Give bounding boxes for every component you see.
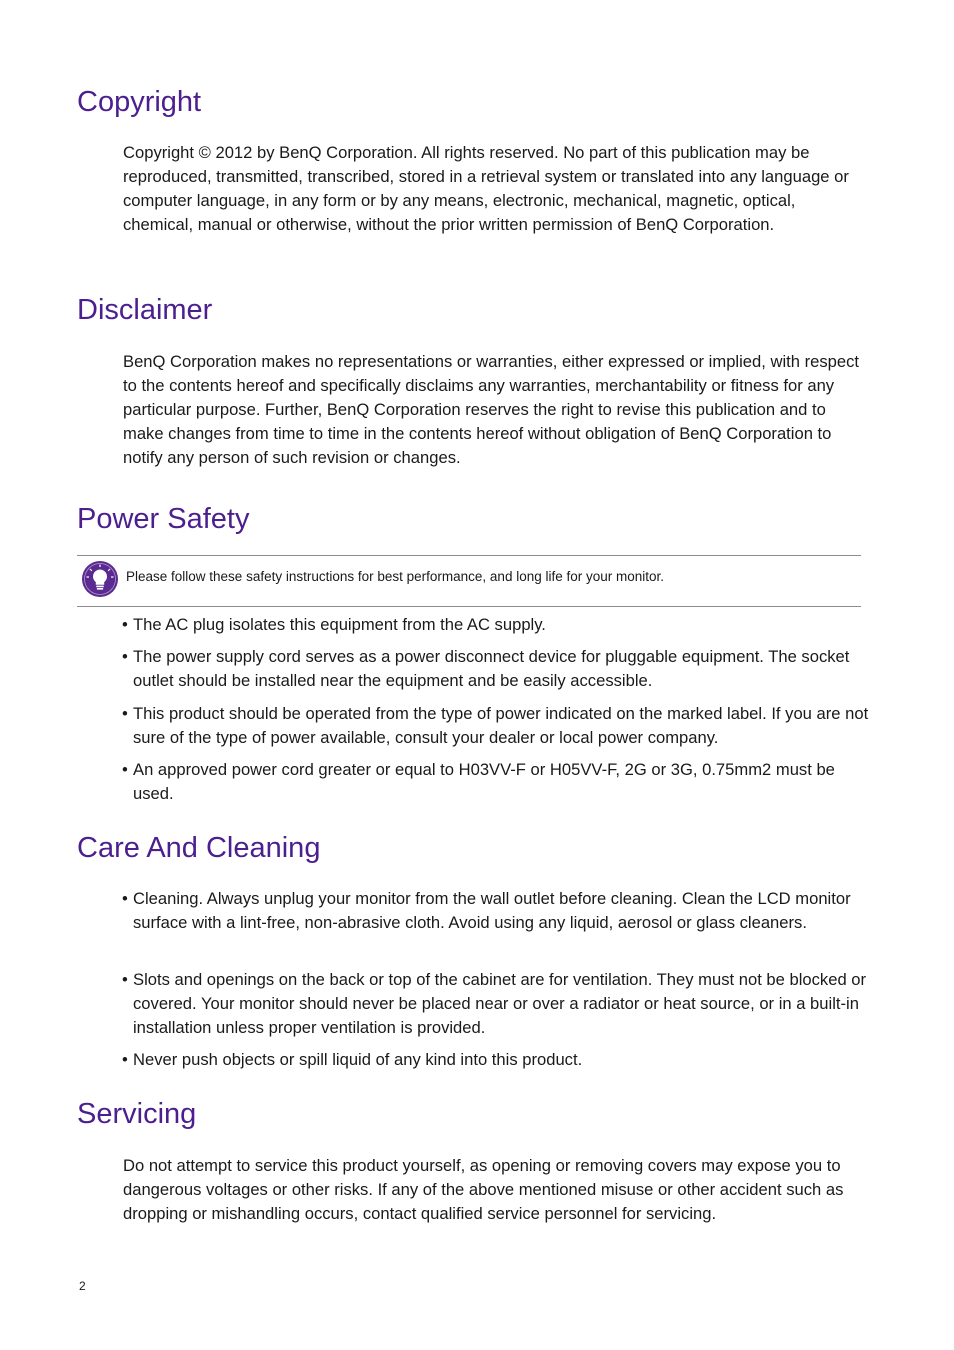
section-title-power-safety: Power Safety bbox=[77, 503, 250, 535]
bullet-marker: • bbox=[122, 647, 128, 666]
power-safety-item bbox=[122, 613, 878, 637]
power-safety-item-text: The AC plug isolates this equipment from the AC supply. bbox=[133, 615, 546, 634]
power-safety-item bbox=[122, 702, 878, 750]
bullet-marker: • bbox=[122, 704, 128, 723]
care-item bbox=[122, 1048, 878, 1072]
note-bottom-divider bbox=[77, 606, 861, 607]
safety-note-text: Please follow these safety instructions for best performance, and long life for your monitor. bbox=[126, 569, 665, 584]
bullet-marker: • bbox=[122, 615, 128, 634]
copyright-paragraph: Copyright © 2012 by BenQ Corporation. All rights reserved. No part of this publication may be reproduced, transmitted, transcribed, stored in a retrieval system or translated into any language or computer language, in any form or by any means, electronic, mechanical, magnetic, optical, chemical, manual or otherwise, without the prior written permission of BenQ Corporation. bbox=[123, 143, 849, 234]
disclaimer-paragraph: BenQ Corporation makes no representations or warranties, either expressed or implied, with respect to the contents hereof and specifically disclaims any warranties, merchantability or fitness for any particular purpose. Further, BenQ Corporation reserves the right to revise this publication and to make changes from time to time in the contents hereof without obligation of BenQ Corporation to notify any person of such revision or changes. bbox=[123, 352, 860, 467]
bullet-marker: • bbox=[122, 889, 128, 908]
bullet-marker: • bbox=[122, 970, 128, 989]
section-title-copyright: Copyright bbox=[77, 86, 202, 118]
page-number: 2 bbox=[79, 1279, 86, 1293]
bullet-marker: • bbox=[122, 760, 128, 779]
power-safety-item bbox=[122, 645, 878, 693]
care-item-text: Slots and openings on the back or top of the cabinet are for ventilation. They must not be blocked or covered. Your monitor should never be placed near or over a radiator or heat source, or in a built-in installation unless proper ventilation is provided. bbox=[133, 970, 867, 1037]
servicing-paragraph: Do not attempt to service this product yourself, as opening or removing covers may expose you to dangerous voltages or other risks. If any of the above mentioned misuse or other accident such as dropping or mishandling occurs, contact qualified service personnel for servicing. bbox=[123, 1156, 844, 1223]
section-title-servicing: Servicing bbox=[77, 1098, 197, 1130]
power-safety-item bbox=[122, 758, 878, 806]
section-title-disclaimer: Disclaimer bbox=[77, 294, 213, 326]
power-safety-item-text: This product should be operated from the type of power indicated on the marked label. If you are not sure of the type of power available, consult your dealer or local power company. bbox=[133, 704, 869, 747]
lightbulb-icon bbox=[81, 560, 119, 598]
bullet-marker: • bbox=[122, 1050, 128, 1069]
section-title-care-and-cleaning: Care And Cleaning bbox=[77, 832, 321, 864]
care-item-text: Never push objects or spill liquid of any kind into this product. bbox=[133, 1050, 583, 1069]
care-item bbox=[122, 968, 878, 1040]
care-item-text: Cleaning. Always unplug your monitor from the wall outlet before cleaning. Clean the LCD monitor surface with a lint-free, non-abrasive cloth. Avoid using any liquid, aerosol or glass cleaners. bbox=[133, 889, 851, 932]
power-safety-item-text: The power supply cord serves as a power disconnect device for pluggable equipment. The socket outlet should be installed near the equipment and be easily accessible. bbox=[133, 647, 850, 690]
care-item bbox=[122, 887, 878, 935]
note-top-divider bbox=[77, 555, 861, 556]
power-safety-item-text: An approved power cord greater or equal to H03VV-F or H05VV-F, 2G or 3G, 0.75mm2 must be used. bbox=[133, 760, 835, 803]
